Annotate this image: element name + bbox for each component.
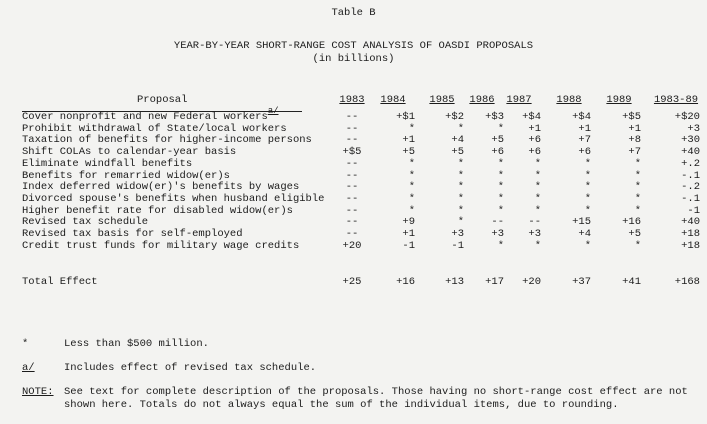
cell-1989: * [634,169,641,182]
cell-1987: * [534,192,541,205]
cell-1987: +3 [528,228,541,240]
cell-1984: * [408,122,415,135]
cell-1983-89: +18 [681,228,700,240]
cell-1988: * [584,192,591,205]
cell-1988: +6 [578,146,591,159]
cell-1988: * [584,157,591,170]
cell-1983: -- [345,134,359,147]
cell-1988: * [584,181,591,194]
cell-1983-89: -.1 [681,192,700,205]
cell-1985: * [457,204,464,217]
cell-1984: +9 [402,216,415,229]
cell-1984: * [408,192,415,205]
cell-1983-89: +168 [674,276,700,288]
cell-1988: +37 [572,276,591,288]
cell-1989: +1 [628,122,641,135]
cell-1984: +5 [402,146,415,159]
note-mark: NOTE: [22,386,54,398]
cell-1983: -- [345,122,359,135]
cell-1983: -- [345,228,359,240]
cell-1986: +6 [491,146,504,159]
table-row [0,170,707,182]
cell-1986: +3 [491,228,504,240]
cell-1984: +$1 [396,111,415,123]
cell-1985: +5 [451,146,464,159]
cell-1987: * [534,181,541,194]
note-line-2: shown here. Totals do not always equal the sum of the individual items, due to rounding. [64,399,619,411]
cell-1985: * [457,181,464,194]
cell-1987: +$4 [522,111,541,123]
cell-1985: * [457,192,464,205]
cell-1985: -1 [451,239,464,252]
cell-1987: * [534,204,541,217]
cell-1986: * [497,181,504,194]
row-label: Revised tax schedule [22,216,149,229]
header-1988: 1988 [556,94,582,106]
cell-1984: * [408,169,415,182]
cell-1983-89: +18 [681,239,700,252]
cell-1984: +1 [402,134,415,147]
cell-1986: +$3 [485,111,504,123]
cell-1988: +4 [578,228,591,240]
cell-1986: * [497,204,504,217]
table-row [0,146,707,158]
cell-1989: +8 [628,134,641,147]
cell-1989: * [634,239,641,252]
row-label: Index deferred widow(er)'s benefits by wages [22,181,300,194]
note-a-text: Includes effect of revised tax schedule. [64,362,317,374]
header-row [0,94,707,106]
cell-1987: +1 [528,122,541,135]
total-row [0,276,707,288]
cell-1987: * [534,239,541,252]
table-row [0,181,707,193]
row-label: Shift COLAs to calendar-year basis [22,146,237,159]
cell-1983: -- [345,111,359,123]
table-row [0,216,707,228]
cell-1988: +7 [578,134,591,147]
header-1987: 1987 [506,94,532,106]
cell-1984: +16 [396,276,415,288]
cell-1983-89: +3 [687,122,700,135]
note-line-1: See text for complete description of the proposals. Those having no short-range cost effect are not [64,386,688,398]
cell-1986: * [497,122,504,135]
cell-1983-89: +.2 [681,157,700,170]
cell-1986: +17 [485,276,504,288]
table-row [0,106,707,123]
cell-1989: +5 [628,228,641,240]
header-1983-89: 1983-89 [653,94,699,106]
cell-1983-89: +40 [681,216,700,229]
cell-1989: +$5 [622,111,641,123]
cell-1986: * [497,239,504,252]
table-row [0,240,707,252]
note-asterisk-text: Less than $500 million. [64,338,209,350]
cell-1985: +$2 [445,111,464,123]
row-label: Revised tax basis for self-employed [22,228,243,240]
row-label: Cover nonprofit and new Federal workers [22,111,268,123]
row-label: Taxation of benefits for higher-income persons [22,134,312,147]
cell-1983: -- [345,216,359,229]
cell-1984: * [408,204,415,217]
cell-1986: -- [491,216,504,229]
cell-1986: * [497,192,504,205]
cell-1989: +41 [622,276,641,288]
cell-1983: -- [345,181,359,194]
cell-1985: +4 [451,134,464,147]
cell-1983: -- [345,169,359,182]
cell-1983-89: +$20 [674,111,700,123]
table-row [0,228,707,240]
table-row [0,123,707,135]
table-row [0,134,707,146]
row-label: Total Effect [22,276,98,288]
header-proposal: Proposal [137,94,188,106]
table-row [0,158,707,170]
cell-1987: -- [528,216,541,229]
cell-1983-89: -1 [687,204,700,217]
cell-1983-89: +30 [681,134,700,147]
cell-1988: +$4 [572,111,591,123]
cell-1983: +20 [342,239,362,252]
row-label: Eliminate windfall benefits [22,157,193,170]
cell-1984: +1 [402,228,415,240]
cell-1986: * [497,169,504,182]
table-subtitle: YEAR-BY-YEAR SHORT-RANGE COST ANALYSIS OF OASDI PROPOSALS [173,40,534,52]
cell-1984: * [408,157,415,170]
cell-1989: * [634,204,641,217]
cell-1989: * [634,181,641,194]
header-1984: 1984 [380,94,406,106]
header-1986: 1986 [469,94,495,106]
cell-1987: +6 [528,146,541,159]
cell-1984: -1 [402,239,415,252]
row-label: Credit trust funds for military wage credits [22,239,300,252]
row-label: Divorced spouse's benefits when husband eligible [22,192,325,205]
cell-1985: * [457,216,464,229]
cell-1989: * [634,157,641,170]
cell-1986: * [497,157,504,170]
cell-1988: * [584,169,591,182]
cell-1987: +20 [522,276,541,288]
row-label: Benefits for remarried widow(er)s [22,169,230,182]
cell-1983-89: -.1 [681,169,700,182]
cell-1983-89: -.2 [681,181,700,194]
table-row [0,205,707,217]
cell-1983: +25 [342,276,362,288]
cell-1985: +3 [451,228,464,240]
row-label: Prohibit withdrawal of State/local workers [22,122,287,135]
cell-1986: +5 [491,134,504,147]
note-a-mark: a/ [22,362,35,374]
units-label: (in billions) [312,53,395,65]
header-1989: 1989 [606,94,632,106]
cell-1985: * [457,169,464,182]
cell-1984: * [408,181,415,194]
cell-1985: +13 [445,276,464,288]
table-title: Table B [331,7,376,19]
cell-1983: -- [345,192,359,205]
cell-1987: +6 [528,134,541,147]
header-1983: 1983 [339,94,365,106]
cell-1985: * [457,122,464,135]
cell-1988: +1 [578,122,591,135]
cell-1989: +7 [628,146,641,159]
cell-1989: * [634,192,641,205]
cell-1987: * [534,157,541,170]
row-label: Higher benefit rate for disabled widow(er)s [22,204,293,217]
cell-1988: * [584,239,591,252]
cell-1983: -- [345,157,359,170]
cell-1985: * [457,157,464,170]
cell-1989: +16 [622,216,641,229]
cell-1987: * [534,169,541,182]
table-row [0,193,707,205]
cell-1983: -- [345,204,359,217]
cell-1983-89: +40 [681,146,700,159]
cell-1988: +15 [572,216,591,229]
cell-1988: * [584,204,591,217]
footnote-marker: a/ [267,106,279,116]
note-asterisk-mark: * [22,338,29,350]
header-1985: 1985 [429,94,455,106]
cell-1983: +$5 [342,146,362,159]
